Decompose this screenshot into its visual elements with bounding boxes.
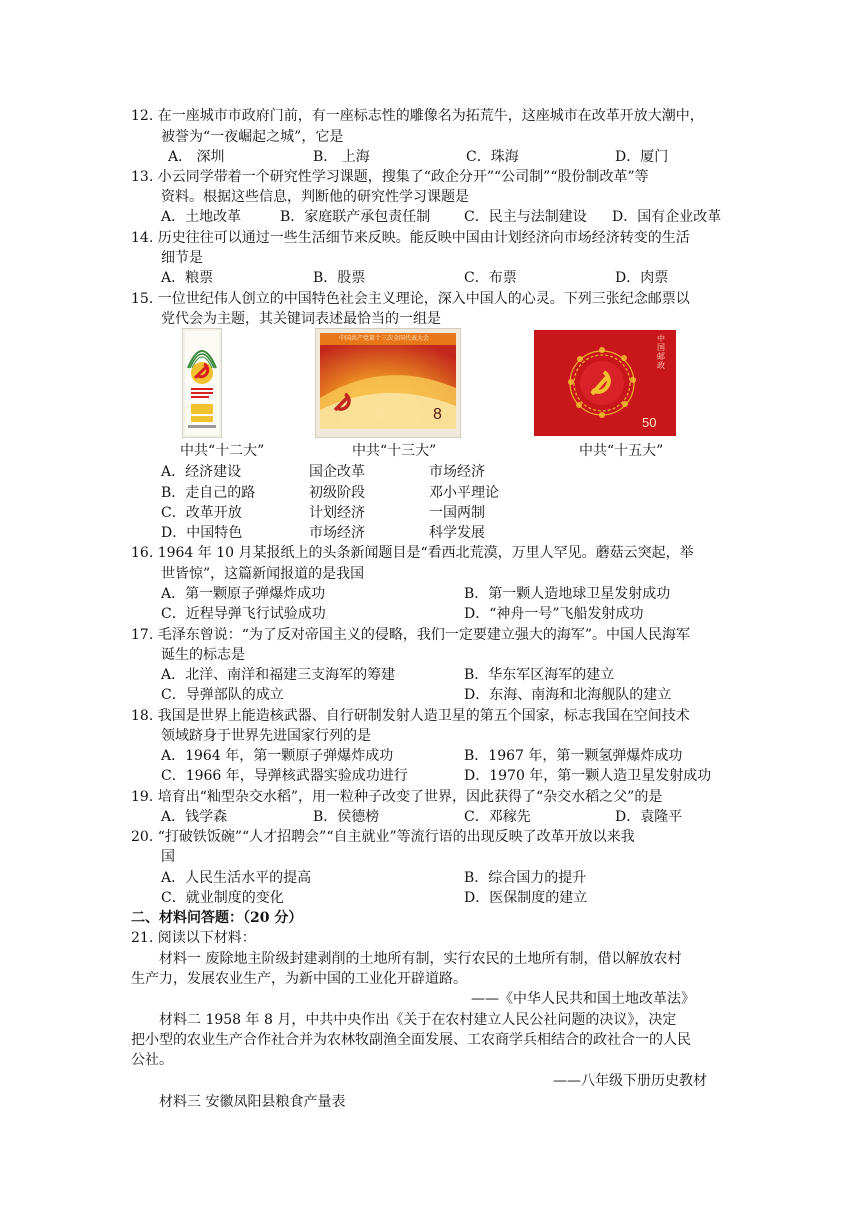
q12-line2: 被誉为“一夜崛起之城”，它是 <box>161 129 344 145</box>
q21-material1-line2: 生产力，发展农业生产，为新中国的工业化开辟道路。 <box>131 971 467 987</box>
q15-b-1: B．走自己的路 <box>161 485 256 501</box>
q12-option-b: B． 上海 <box>313 149 370 165</box>
stamp3-value: 50 <box>642 415 657 430</box>
q14-option-c: C．布票 <box>464 270 517 286</box>
stamp3-country: 中国邮政 <box>657 334 665 370</box>
q19-option-b: B．侯德榜 <box>313 809 380 825</box>
q17-option-d: D．东海、南海和北海舰队的建立 <box>464 687 672 703</box>
q14-line2: 细节是 <box>161 250 203 266</box>
q14-option-a: A．粮票 <box>161 270 214 286</box>
q18-option-d: D．1970 年，第一颗人造卫星发射成功 <box>464 768 712 784</box>
q13-line2: 资料。根据这些信息，判断他的研究性学习课题是 <box>161 189 469 205</box>
q17-option-a: A．北洋、南洋和福建三支海军的筹建 <box>161 667 396 683</box>
q17-option-c: C．导弹部队的成立 <box>161 687 284 703</box>
q14-option-d: D．肉票 <box>615 270 669 286</box>
q21-material2-source: ——八年级下册历史教材 <box>553 1073 707 1089</box>
q21-material2-line1: 材料二 1958 年 8 月，中共中央作出《关于在农村建立人民公社问题的决议》，决定 <box>159 1012 677 1028</box>
q19-option-a: A．钱学森 <box>161 809 228 825</box>
q21-material1-source: ——《中华人民共和国土地改革法》 <box>471 991 695 1007</box>
q16-line2: 世皆惊”，这篇新闻报道的是我国 <box>161 566 365 582</box>
q19-option-c: C．邓稼先 <box>464 809 531 825</box>
q20-option-c: C．就业制度的变化 <box>161 890 284 906</box>
q17-line2: 诞生的标志是 <box>161 647 245 663</box>
q12-option-c: C．珠海 <box>466 149 519 165</box>
q21-material3-title: 材料三 安徽凤阳县粮食产量表 <box>159 1094 346 1110</box>
q16-line1: 16. 1964 年 10 月某报纸上的头条新闻题目是“看西北荒漠，万里人罕见。蘑菇云突起，举 <box>131 545 694 561</box>
q14-line1: 14. 历史往往可以通过一些生活细节来反映。能反映中国由计划经济向市场经济转变的生活 <box>131 230 690 246</box>
q18-option-c: C．1966 年，导弹核武器实验成功进行 <box>161 768 408 784</box>
section-2-heading: 二、材料问答题：（20 分） <box>131 910 303 926</box>
q15-d-2: 市场经济 <box>309 525 365 541</box>
q18-option-a: A．1964 年，第一颗原子弹爆炸成功 <box>161 748 394 764</box>
q21-intro: 21. 阅读以下材料： <box>131 930 256 946</box>
q15-a-1: A．经济建设 <box>161 464 242 480</box>
q21-material2-line3: 公社。 <box>131 1052 173 1068</box>
q19-line1: 19. 培育出“籼型杂交水稻”，用一粒种子改变了世界，因此获得了“杂交水稻之父”的是 <box>131 789 663 805</box>
q15-d-3: 科学发展 <box>429 525 485 541</box>
q12-option-a: A． 深圳 <box>168 149 225 165</box>
q18-line1: 18. 我国是世界上能造核武器、自行研制发射人造卫星的第五个国家，标志我国在空间技术 <box>131 708 690 724</box>
q12-line1: 12. 在一座城市市政府门前，有一座标志性的雕像名为拓荒牛，这座城市在改革开放大潮中， <box>131 108 704 124</box>
q16-option-a: A．第一颗原子弹爆炸成功 <box>161 586 326 602</box>
q15-c-2: 计划经济 <box>309 505 365 521</box>
q16-option-c: C．近程导弹飞行试验成功 <box>161 606 326 622</box>
caption-12th: 中共“十二大” <box>180 443 265 459</box>
q13-option-b: B．家庭联产承包责任制 <box>280 209 431 225</box>
q17-line1: 17. 毛泽东曾说：“为了反对帝国主义的侵略，我们一定要建立强大的海军”。中国人民海军 <box>131 627 691 643</box>
q19-option-d: D．袁隆平 <box>615 809 683 825</box>
q14-option-b: B．股票 <box>313 270 366 286</box>
q21-material2-line2: 把小型的农业生产合作社合并为农林牧副渔全面发展、工农商学兵相结合的政社合一的人民 <box>131 1032 691 1048</box>
stamp-15th-congress <box>534 330 676 436</box>
q15-line2: 党代会为主题，其关键词表述最恰当的一组是 <box>161 311 441 327</box>
q20-option-a: A．人民生活水平的提高 <box>161 870 312 886</box>
q15-b-3: 邓小平理论 <box>429 485 499 501</box>
caption-13th: 中共“十三大” <box>352 443 437 459</box>
caption-15th: 中共“十五大” <box>579 443 664 459</box>
q15-d-1: D．中国特色 <box>161 525 243 541</box>
q20-line1: 20. “打破铁饭碗”“人才招聘会”“自主就业”等流行语的出现反映了改革开放以来我 <box>131 829 635 845</box>
stamp2-header: 中国共产党第十三次全国代表大会 <box>339 335 430 342</box>
q15-a-2: 国企改革 <box>309 464 365 480</box>
q15-c-1: C．改革开放 <box>161 505 242 521</box>
q16-option-d: D．“神舟一号”飞船发射成功 <box>464 606 644 622</box>
q13-line1: 13. 小云同学带着一个研究性学习课题，搜集了“政企分开”“公司制”“股份制改革”等 <box>131 169 649 185</box>
q15-line1: 15. 一位世纪伟人创立的中国特色社会主义理论，深入中国人的心灵。下列三张纪念邮票以 <box>131 291 690 307</box>
q20-line2: 国 <box>161 849 175 865</box>
q16-option-b: B．第一颗人造地球卫星发射成功 <box>464 586 671 602</box>
q20-option-d: D．医保制度的建立 <box>464 890 588 906</box>
q13-option-d: D．国有企业改革 <box>612 209 722 225</box>
stamp-13th-congress <box>315 328 461 438</box>
q13-option-c: C．民主与法制建设 <box>464 209 587 225</box>
q13-option-a: A．土地改革 <box>161 209 242 225</box>
q12-option-d: D．厦门 <box>615 149 669 165</box>
q21-material1-line1: 材料一 废除地主阶级封建剥削的土地所有制，实行农民的土地所有制，借以解放农村 <box>159 951 682 967</box>
q17-option-b: B．华东军区海军的建立 <box>464 667 615 683</box>
q15-c-3: 一国两制 <box>429 505 485 521</box>
q18-option-b: B．1967 年，第一颗氢弹爆炸成功 <box>464 748 683 764</box>
q20-option-b: B．综合国力的提升 <box>464 870 587 886</box>
stamp-12th-congress <box>182 328 222 438</box>
q15-b-2: 初级阶段 <box>309 485 365 501</box>
stamp2-value: 8 <box>433 406 442 423</box>
q18-line2: 领域跻身于世界先进国家行列的是 <box>161 728 371 744</box>
q15-a-3: 市场经济 <box>429 464 485 480</box>
